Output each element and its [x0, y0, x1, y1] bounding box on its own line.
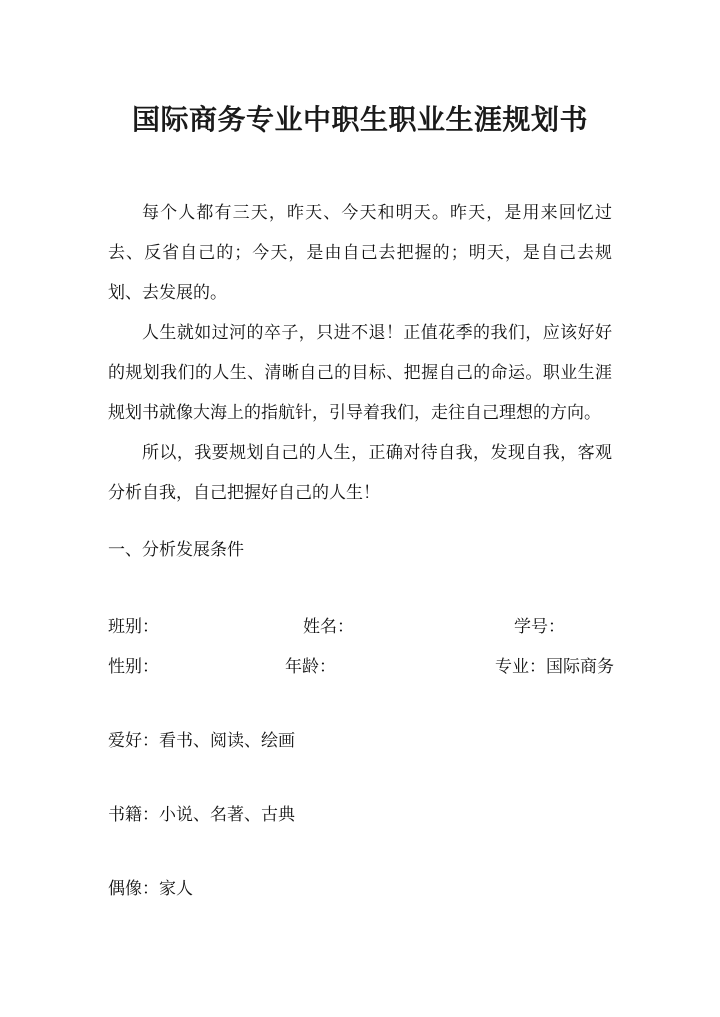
section-heading-analysis-conditions: 一、分析发展条件 [108, 540, 244, 560]
paragraph-2: 人生就如过河的卒子，只进不退！正值花季的我们，应该好好的规划我们的人生、清晰自己的目标、把握自己的命运。职业生涯规划书就像大海上的指航针，引导着我们，走往自己理想的方向。 [108, 323, 612, 423]
field-label-gender: 性别： [108, 657, 159, 677]
info-line-hobbies: 爱好：看书、阅读、绘画 [108, 731, 295, 751]
field-row [108, 612, 612, 642]
field-label-student-id: 学号： [514, 617, 565, 637]
page-title: 国际商务专业中职生职业生涯规划书 [131, 103, 588, 136]
field-label-class: 班别： [108, 617, 159, 637]
field-row [108, 652, 612, 682]
field-label-age: 年龄： [285, 657, 336, 677]
paragraph-1: 每个人都有三天，昨天、今天和明天。昨天，是用来回忆过去、反省自己的；今天，是由自己去把握的；明天，是自己去规划、去发展的。 [108, 203, 612, 303]
field-label-major: 专业：国际商务 [495, 657, 614, 677]
body-paragraphs [108, 193, 612, 513]
paragraph-3: 所以，我要规划自己的人生，正确对待自我，发现自我，客观分析自我，自己把握好自己的人生！ [108, 443, 612, 503]
info-line-books: 书籍：小说、名著、古典 [108, 805, 295, 825]
info-line-idol: 偶像：家人 [108, 879, 193, 899]
field-label-name: 姓名： [303, 617, 354, 637]
